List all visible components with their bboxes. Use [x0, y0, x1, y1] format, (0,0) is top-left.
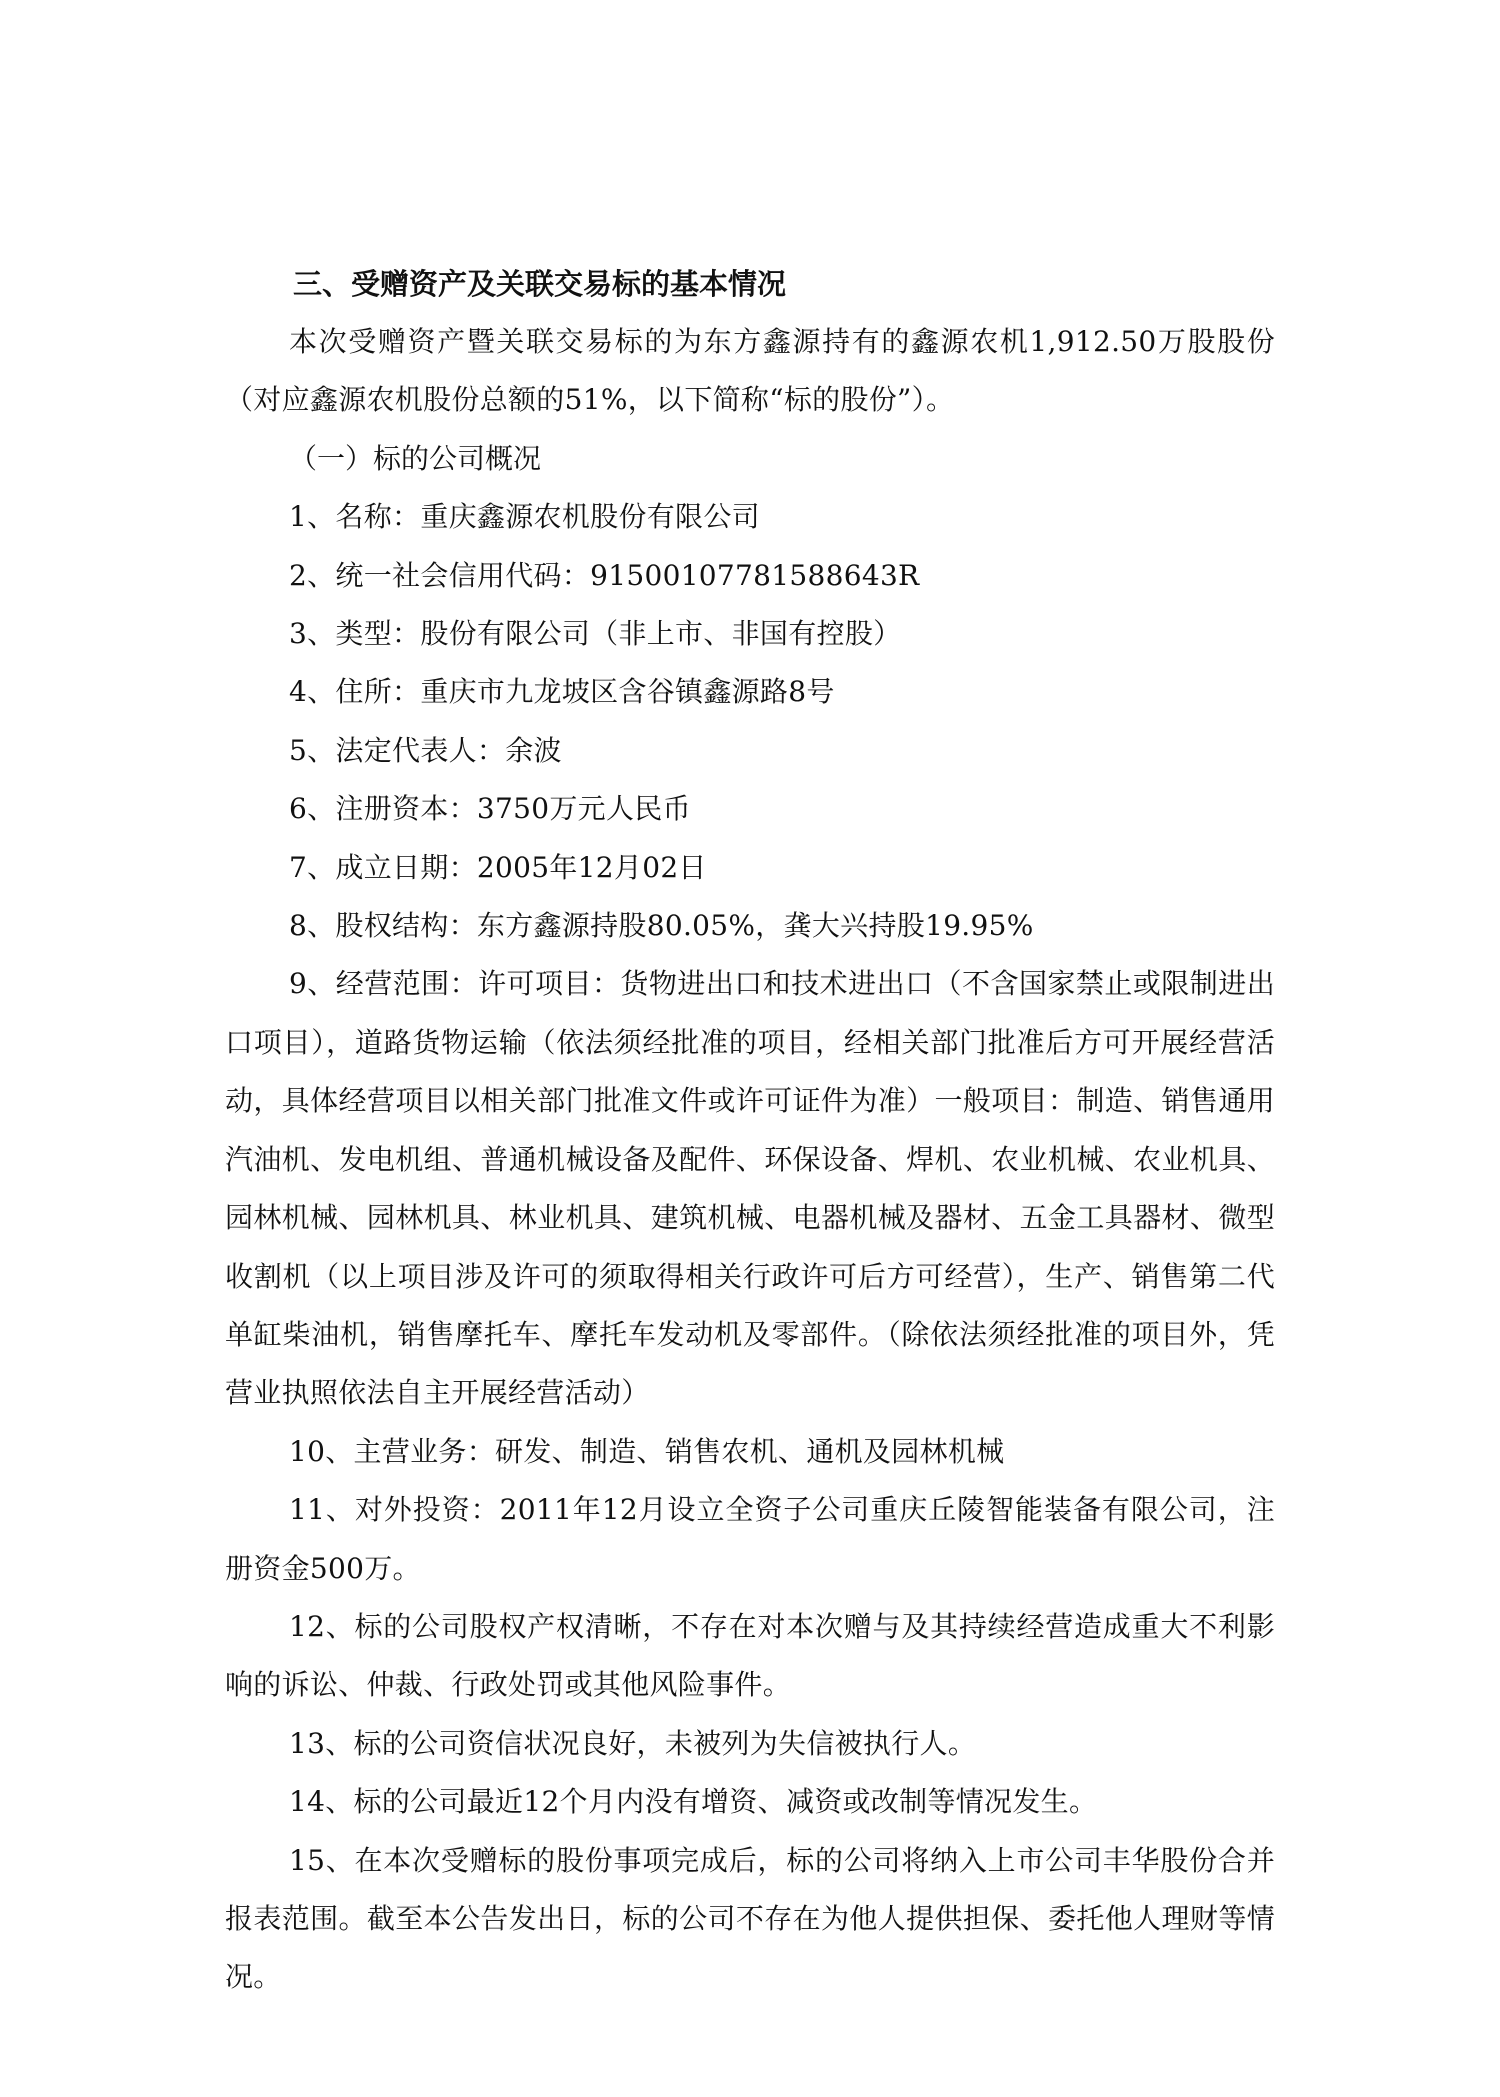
item-equity-clear: 12、标的公司股权产权清晰，不存在对本次赠与及其持续经营造成重大不利影响的诉讼、仲裁、行政处罚或其他风险事件。 [225, 1609, 1275, 1702]
item-consolidation: 15、在本次受赠标的股份事项完成后，标的公司将纳入上市公司丰华股份合并报表范围。截至本公告发出日，标的公司不存在为他人提供担保、委托他人理财等情况。 [225, 1843, 1275, 1994]
item-address: 4、住所：重庆市九龙坡区含谷镇鑫源路8号 [289, 675, 835, 709]
item-main-business: 10、主营业务：研发、制造、销售农机、通机及园林机械 [289, 1434, 1005, 1468]
item-credit-status: 13、标的公司资信状况良好，未被列为失信被执行人。 [289, 1726, 977, 1760]
intro-paragraph: 本次受赠资产暨关联交易标的为东方鑫源持有的鑫源农机1,912.50万股股份（对应鑫源农机股份总额的51%，以下简称“标的股份”）。 [225, 325, 1275, 417]
item-name: 1、名称：重庆鑫源农机股份有限公司 [289, 500, 760, 534]
item-legal-rep: 5、法定代表人：余波 [289, 733, 562, 767]
document-page [225, 255, 1275, 2007]
section-heading: 三、受赠资产及关联交易标的基本情况 [293, 267, 787, 301]
item-investment: 11、对外投资：2011年12月设立全资子公司重庆丘陵智能装备有限公司，注册资金500万。 [225, 1493, 1275, 1585]
item-founded: 7、成立日期：2005年12月02日 [289, 850, 707, 884]
subsection-heading: （一）标的公司概况 [289, 441, 542, 475]
item-credit-code: 2、统一社会信用代码：91500107781588643R [289, 558, 920, 592]
item-business-scope: 9、经营范围：许可项目：货物进出口和技术进出口（不含国家禁止或限制进出口项目），道路货物运输（依法须经批准的项目，经相关部门批准后方可开展经营活动，具体经营项目以相关部门批准文件或许可证件为准）一般项目：制造、销售通用汽油机、发电机组、普通机械设备及配件、环保设备、焊机、农业机械、农业机具、园林机械、园林机具、林业机具、建筑机械、电器机械及器材、五金工具器材、微型收割机（以上项目涉及许可的须取得相关行政许可后方可经营），生产、销售第二代单缸柴油机，销售摩托车、摩托车发动机及零部件。（除依法须经批准的项目外，凭营业执照依法自主开展经营活动） [225, 967, 1275, 1410]
item-capital: 6、注册资本：3750万元人民币 [289, 792, 691, 826]
item-type: 3、类型：股份有限公司（非上市、非国有控股） [289, 617, 902, 651]
item-no-change: 14、标的公司最近12个月内没有增资、减资或改制等情况发生。 [289, 1785, 1098, 1819]
item-ownership: 8、股权结构：东方鑫源持股80.05%，龚大兴持股19.95% [289, 909, 1034, 943]
